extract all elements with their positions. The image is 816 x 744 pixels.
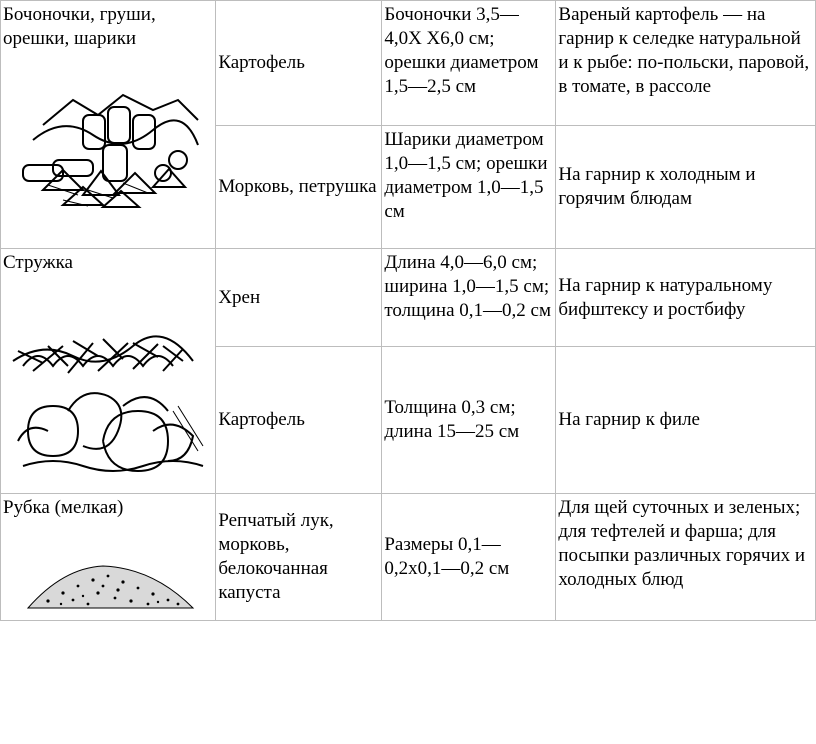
vegetable-cell: Морковь, петрушка — [216, 126, 382, 249]
cut-cell — [1, 249, 216, 494]
use-cell: На гарнир к натуральному бифштексу и ростбифу — [556, 249, 816, 347]
cut-name: Стружка — [3, 252, 73, 273]
cut-cell — [1, 494, 216, 621]
use-cell: Вареный картофель — на гарнир к селедке натуральной и к рыбе: по-польски, паровой, в томате, в рассоле — [556, 1, 816, 126]
barrels-pears-balls-drawing — [3, 65, 208, 215]
fine-chop-drawing — [3, 538, 208, 618]
table-row — [1, 249, 816, 347]
vegetable-cell: Хрен — [216, 249, 382, 347]
cut-name: Рубка (мелкая) — [3, 497, 124, 518]
vegetable-cell: Картофель — [216, 1, 382, 126]
size-cell: Длина 4,0—6,0 см; ширина 1,0—1,5 см; толщина 0,1—0,2 см — [382, 249, 556, 347]
table-row — [1, 1, 816, 126]
vegetable-cell: Репчатый лук, морковь, белокочанная капуста — [216, 494, 382, 621]
vegetable-cell: Картофель — [216, 347, 382, 494]
shavings-drawing — [3, 291, 208, 491]
use-cell: На гарнир к холодным и горячим блюдам — [556, 126, 816, 249]
size-cell: Размеры 0,1—0,2х0,1—0,2 см — [382, 494, 556, 621]
use-cell: Для щей суточных и зеленых; для тефтелей и фарша; для посыпки различных горячих и холодных блюд — [556, 494, 816, 621]
table-row — [1, 494, 816, 621]
cut-name: Бочоночки, груши, орешки, шарики — [3, 4, 156, 49]
cut-cell — [1, 1, 216, 249]
use-cell: На гарнир к филе — [556, 347, 816, 494]
size-cell: Бочоночки 3,5—4,0Х Х6,0 см; орешки диаметром 1,5—2,5 см — [382, 1, 556, 126]
size-cell: Шарики диаметром 1,0—1,5 см; орешки диаметром 1,0—1,5 см — [382, 126, 556, 249]
size-cell: Толщина 0,3 см; длина 15—25 см — [382, 347, 556, 494]
